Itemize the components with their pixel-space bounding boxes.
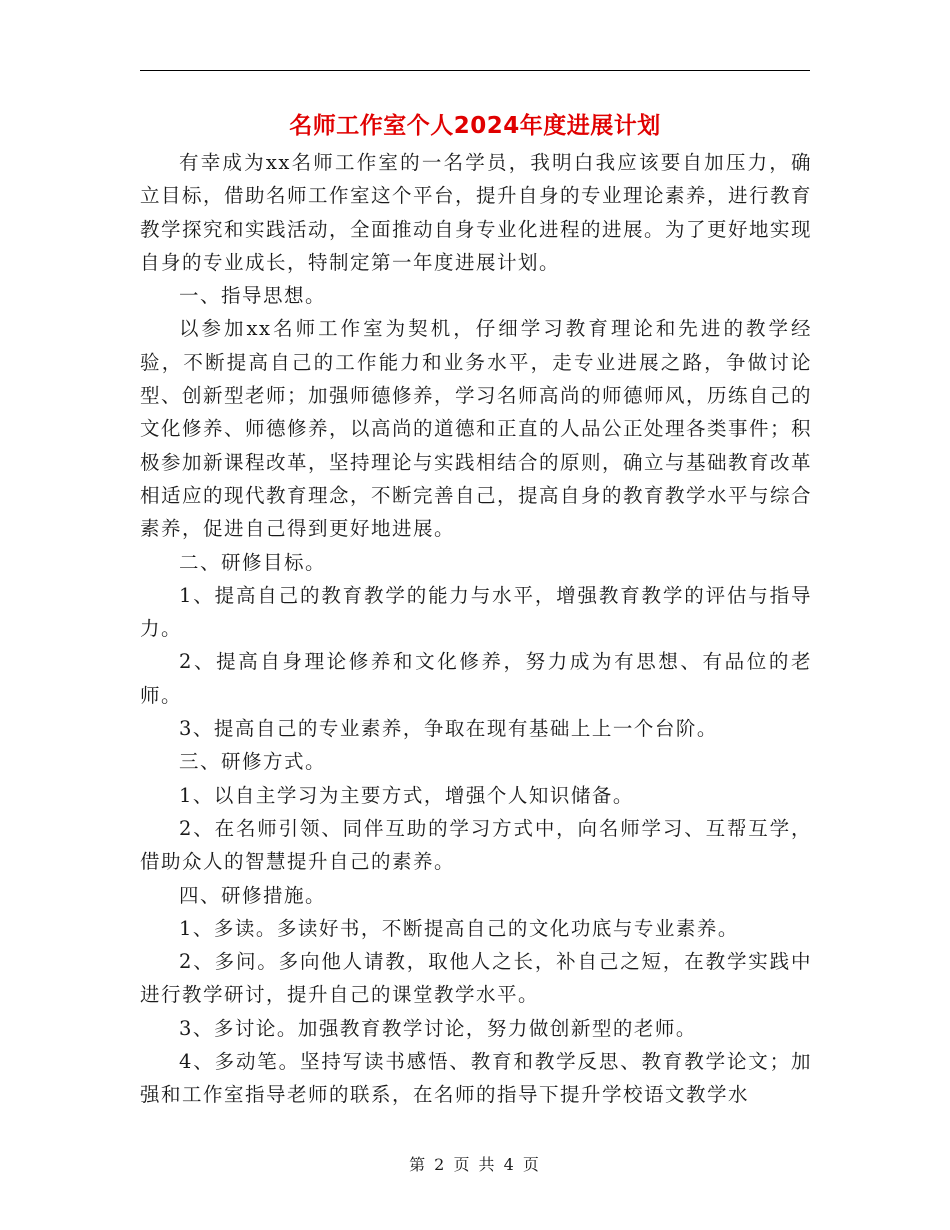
list-item-goal-3: 3、提高自己的专业素养，争取在现有基础上上一个台阶。: [179, 717, 718, 741]
paragraph-guiding-thought: 以参加xx名师工作室为契机，仔细学习教育理论和先进的教学经验，不断提高自己的工作能力和业务水平，走专业进展之路，争做讨论型、创新型老师；加强师德修养，学习名师高尚的师德师风，历练自己的文化修养、师德修养，以高尚的道德和正直的人品公正处理各类事件；积极参加新课程改革，坚持理论与实践相结合的原则，确立与基础教育改革相适应的现代教育理念，不断完善自己，提高自身的教育教学水平与综合素养，促进自己得到更好地进展。: [140, 317, 813, 541]
list-item-method-1: 1、以自主学习为主要方式，增强个人知识储备。: [179, 783, 634, 807]
page-number: 第 2 页 共 4 页: [409, 1155, 541, 1174]
heading-study-measures: 四、研修措施。: [179, 883, 327, 907]
document-body: [140, 146, 812, 1112]
list-item-measure-3: 3、多讨论。加强教育教学讨论，努力做创新型的老师。: [179, 1016, 697, 1040]
heading-guiding-thought: 一、指导思想。: [179, 284, 327, 308]
list-item-goal-1: 1、提高自己的教育教学的能力与水平，增强教育教学的评估与指导力。: [140, 583, 812, 641]
header-rule: [140, 70, 810, 71]
list-item-measure-1: 1、多读。多读好书，不断提高自己的文化功底与专业素养。: [179, 916, 739, 940]
list-item-method-2: 2、在名师引领、同伴互助的学习方式中，向名师学习、互帮互学，借助众人的智慧提升自己的素养。: [140, 816, 812, 874]
heading-study-methods: 三、研修方式。: [179, 750, 327, 774]
list-item-goal-2: 2、提高自身理论修养和文化修养，努力成为有思想、有品位的老师。: [140, 650, 812, 707]
document-title: 名师工作室个人2024年度进展计划: [289, 113, 661, 139]
list-item-measure-4: 4、多动笔。坚持写读书感悟、教育和教学反思、教育教学论文；加强和工作室指导老师的联系，在名师的指导下提升学校语文教学水: [140, 1050, 812, 1107]
heading-study-goals: 二、研修目标。: [179, 550, 327, 574]
list-item-measure-2: 2、多问。多向他人请教，取他人之长，补自己之短，在教学实践中进行教学研讨，提升自己的课堂教学水平。: [140, 950, 812, 1007]
paragraph-intro: 有幸成为xx名师工作室的一名学员，我明白我应该要自加压力，确立目标，借助名师工作室这个平台，提升自身的专业理论素养，进行教育教学探究和实践活动，全面推动自身专业化进程的进展。为了更好地实现自身的专业成长，特制定第一年度进展计划。: [140, 151, 813, 274]
